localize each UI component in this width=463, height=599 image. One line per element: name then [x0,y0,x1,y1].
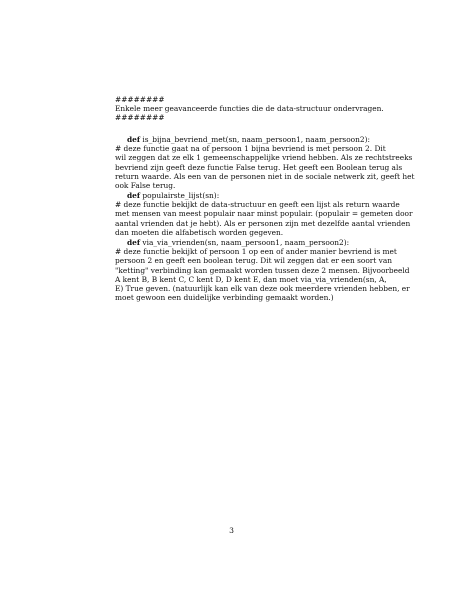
function-block-2 [115,191,413,237]
description-line: bevriend zijn geeft deze functie False terug. Het geeft een Boolean terug als [115,162,403,172]
function-name: is_bijna_bevriend_met(sn, naam_persoon1, naam_persoon2): [142,135,370,144]
description-line: # deze functie bekijkt of persoon 1 op een of ander manier bevriend is met [115,247,397,257]
hash-rule-bottom: ######## [115,113,165,123]
description-line: dan moeten die alfabetisch worden gegeven. [115,227,284,237]
description-line: A kent B, B kent C, C kent D, D kent E, dan moet via_via_vrienden(sn, A, [115,274,387,284]
function-block-3 [115,238,410,303]
description-line: persoon 2 en geeft een boolean terug. Dit wil zeggen dat er een soort van [115,256,392,266]
description-line: E) True geven. (natuurlijk kan elk van deze ook meerdere vrienden hebben, er [115,284,410,294]
description-line: "ketting" verbinding kan gemaakt worden tussen deze 2 mensen. Bijvoorbeeld [115,265,410,275]
description-line: moet gewoon een duidelijke verbinding gemaakt worden.) [115,293,334,303]
intro-text: Enkele meer geavanceerde functies die de data-structuur ondervragen. [115,104,384,114]
def-keyword: def [127,135,141,144]
description-line: aantal vrienden dat je hebt). Als er personen zijn met dezelfde aantal vrienden [115,218,411,228]
hash-rule-top: ######## [115,95,165,104]
function-name: via_via_vrienden(sn, naam_persoon1, naam_persoon2): [142,238,350,247]
description-line: # deze functie gaat na of persoon 1 bijna bevriend is met persoon 2. Dit [115,144,386,154]
function-name: populairste_lijst(sn): [142,191,220,200]
description-line: ook False terug. [115,181,176,191]
function-signature [115,191,367,200]
description-line: return waarde. Als een van de personen niet in de sociale netwerk zit, geeft het [115,171,415,181]
def-keyword: def [127,238,141,247]
def-keyword: def [127,191,141,200]
page-number: 3 [229,526,234,535]
function-signature [115,238,367,247]
description-line: met mensen van meest populair naar minst populair. (populair = gemeten door [115,209,413,219]
description-line: # deze functie bekijkt de data-structuur en geeft een lijst als return waarde [115,200,400,210]
section-header [115,95,384,123]
function-block-1 [115,135,415,191]
description-line: wil zeggen dat ze elk 1 gemeenschappelijke vriend hebben. Als ze rechtstreeks [115,153,413,163]
function-signature [115,135,370,144]
